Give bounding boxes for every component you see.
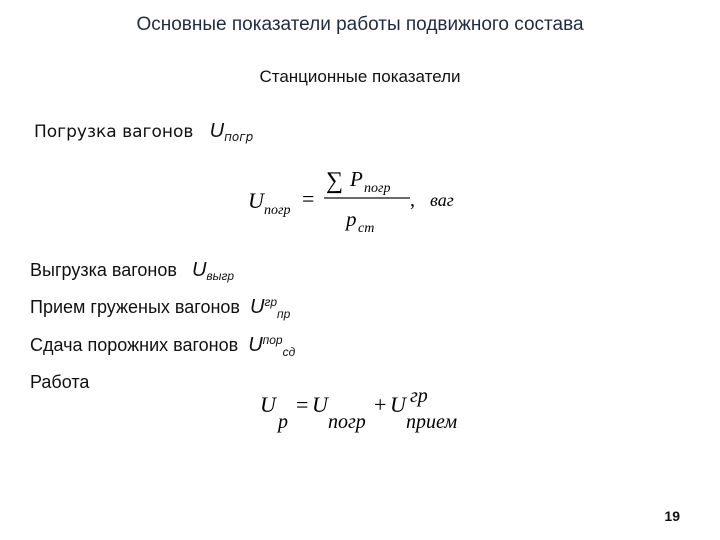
formula2-u2: U xyxy=(312,392,328,417)
delivery-row xyxy=(30,334,295,357)
formula2-u3-sub: прием xyxy=(406,411,458,433)
formula1-num: P xyxy=(350,167,363,191)
formula2-eq: = xyxy=(296,392,309,417)
formula2-plus: + xyxy=(374,392,387,417)
section-subtitle: Станционные показатели xyxy=(259,67,461,86)
formula2-u1: U xyxy=(260,392,276,417)
delivery-symbol-sub: сд xyxy=(282,345,296,359)
formula2-u2-sub: погр xyxy=(328,411,366,433)
loading-symbol: U xyxy=(209,120,225,142)
formula2-u1-sub: р xyxy=(278,411,288,433)
formula1-eq: = xyxy=(302,186,315,211)
loading-formula xyxy=(240,160,500,240)
page-number: 19 xyxy=(664,508,680,524)
formula1-den: p xyxy=(346,207,357,231)
formula1-unit: ваг xyxy=(430,190,454,210)
unloading-symbol-sub: выгр xyxy=(206,269,235,283)
loading-symbol-sub: погр xyxy=(224,130,254,144)
formula2-u3: U xyxy=(390,392,406,417)
formula1-lhs: U xyxy=(248,188,264,213)
loading-label: Погрузка вагонов xyxy=(34,122,194,142)
slide-title: Основные показатели работы подвижного состава xyxy=(136,14,584,35)
unloading-symbol: U xyxy=(191,259,207,281)
work-label: Работа xyxy=(30,372,90,392)
work-formula xyxy=(254,386,494,436)
loading-row xyxy=(34,120,253,143)
receipt-symbol-sup: гр xyxy=(264,295,278,309)
receipt-label: Прием груженых вагонов xyxy=(30,297,240,317)
receipt-row xyxy=(30,296,290,319)
receipt-symbol-sub: пр xyxy=(277,307,291,321)
work-row xyxy=(30,372,89,393)
formula1-comma: , xyxy=(410,189,415,211)
unloading-label: Выгрузка вагонов xyxy=(30,260,177,280)
formula1-sigma: ∑ xyxy=(326,168,344,194)
unloading-row xyxy=(30,259,234,282)
delivery-symbol: U xyxy=(248,334,263,356)
formula1-num-sub: погр xyxy=(364,181,391,196)
formula1-lhs-sub: погр xyxy=(264,203,291,218)
receipt-symbol: U xyxy=(249,296,265,318)
delivery-symbol-sup: пор xyxy=(262,333,283,347)
formula1-den-sub: ст xyxy=(358,221,375,236)
formula2-u3-sup: гр xyxy=(410,386,428,407)
delivery-label: Сдача порожних вагонов xyxy=(30,335,239,355)
